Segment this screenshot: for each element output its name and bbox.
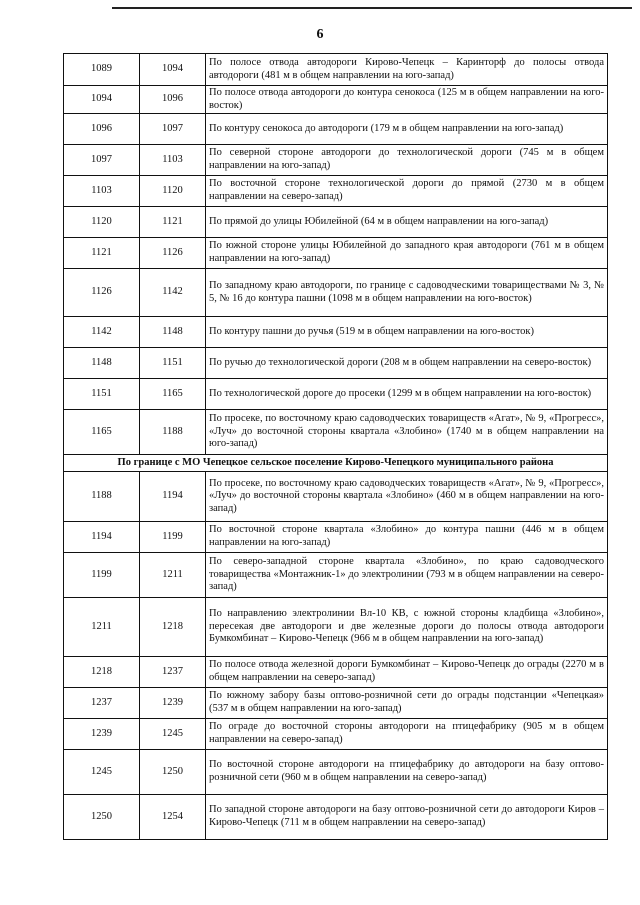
table-row bbox=[64, 54, 608, 86]
point-to: 1142 bbox=[140, 269, 206, 317]
segment-description: По просеке, по восточному краю садоводческих товариществ «Агат», № 9, «Прогресс», «Луч» до восточной стороны квартала «Злобино» (1740 м в общем направлении на юго-запад) bbox=[206, 410, 608, 455]
boundary-table bbox=[63, 53, 608, 840]
table-row bbox=[64, 795, 608, 840]
point-to: 1103 bbox=[140, 145, 206, 176]
table-row bbox=[64, 553, 608, 598]
point-to: 1250 bbox=[140, 750, 206, 795]
point-from: 1199 bbox=[64, 553, 140, 598]
point-to: 1218 bbox=[140, 598, 206, 657]
point-from: 1239 bbox=[64, 719, 140, 750]
segment-description: По ручью до технологической дороги (208 м в общем направлении на северо-восток) bbox=[206, 348, 608, 379]
table-row bbox=[64, 348, 608, 379]
segment-description: По полосе отвода железной дороги Бумкомбинат – Кирово-Чепецк до ограды (2270 м в общем направлении на северо-запад) bbox=[206, 657, 608, 688]
point-from: 1142 bbox=[64, 317, 140, 348]
section-row bbox=[64, 455, 608, 472]
point-to: 1126 bbox=[140, 238, 206, 269]
point-from: 1211 bbox=[64, 598, 140, 657]
segment-description: По направлению электролинии Вл-10 КВ, с южной стороны кладбища «Злобино», пересекая две автодороги и две железные дороги до полосы отвода автодороги Бумкомбинат – Кирово-Чепецк (966 м в общем направлении на юго-запад) bbox=[206, 598, 608, 657]
segment-description: По южной стороне улицы Юбилейной до западного края автодороги (761 м в общем направлении на юго-запад) bbox=[206, 238, 608, 269]
point-to: 1165 bbox=[140, 379, 206, 410]
point-to: 1151 bbox=[140, 348, 206, 379]
segment-description: По полосе отвода автодороги Кирово-Чепецк – Каринторф до полосы отвода автодороги (481 м в общем направлении на юго-запад) bbox=[206, 54, 608, 86]
point-from: 1089 bbox=[64, 54, 140, 86]
point-from: 1120 bbox=[64, 207, 140, 238]
point-from: 1165 bbox=[64, 410, 140, 455]
point-from: 1094 bbox=[64, 86, 140, 114]
point-from: 1218 bbox=[64, 657, 140, 688]
top-rule bbox=[112, 7, 632, 9]
table-row bbox=[64, 598, 608, 657]
point-to: 1120 bbox=[140, 176, 206, 207]
point-to: 1096 bbox=[140, 86, 206, 114]
point-to: 1121 bbox=[140, 207, 206, 238]
table-row bbox=[64, 114, 608, 145]
point-to: 1239 bbox=[140, 688, 206, 719]
point-to: 1211 bbox=[140, 553, 206, 598]
table-row bbox=[64, 379, 608, 410]
segment-description: По просеке, по восточному краю садоводческих товариществ «Агат», № 9, «Прогресс», «Луч» до восточной стороны квартала «Злобино» (460 м в общем направлении на юго-запад) bbox=[206, 472, 608, 522]
table-row bbox=[64, 86, 608, 114]
segment-description: По южному забору базы оптово-розничной сети до ограды подстанции «Чепецкая» (537 м в общем направлении на юго-запад) bbox=[206, 688, 608, 719]
table-row bbox=[64, 688, 608, 719]
point-from: 1151 bbox=[64, 379, 140, 410]
point-from: 1126 bbox=[64, 269, 140, 317]
point-to: 1094 bbox=[140, 54, 206, 86]
table-row bbox=[64, 410, 608, 455]
point-to: 1245 bbox=[140, 719, 206, 750]
point-to: 1097 bbox=[140, 114, 206, 145]
boundary-table-body-2 bbox=[64, 472, 608, 840]
point-from: 1188 bbox=[64, 472, 140, 522]
segment-description: По восточной стороне квартала «Злобино» до контура пашни (446 м в общем направлении на юго-запад) bbox=[206, 522, 608, 553]
segment-description: По северо-западной стороне квартала «Злобино», по краю садоводческого товарищества «Монтажник-1» до электролинии (793 м в общем направлении на северо-запад) bbox=[206, 553, 608, 598]
point-from: 1250 bbox=[64, 795, 140, 840]
point-to: 1199 bbox=[140, 522, 206, 553]
segment-description: По контуру пашни до ручья (519 м в общем направлении на юго-восток) bbox=[206, 317, 608, 348]
table-row bbox=[64, 750, 608, 795]
boundary-table-body bbox=[64, 54, 608, 455]
point-to: 1194 bbox=[140, 472, 206, 522]
table-row bbox=[64, 145, 608, 176]
segment-description: По северной стороне автодороги до технологической дороги (745 м в общем направлении на юго-запад) bbox=[206, 145, 608, 176]
table-row bbox=[64, 269, 608, 317]
table-row bbox=[64, 317, 608, 348]
segment-description: По западному краю автодороги, по границе с садоводческими товариществами № 3, № 5, № 16 до контура пашни (1098 м в общем направлении на юго-восток) bbox=[206, 269, 608, 317]
segment-description: По контуру сенокоса до автодороги (179 м в общем направлении на юго-запад) bbox=[206, 114, 608, 145]
segment-description: По ограде до восточной стороны автодороги на птицефабрику (905 м в общем направлении на северо-запад) bbox=[206, 719, 608, 750]
segment-description: По восточной стороне технологической дороги до прямой (2730 м в общем направлении на северо-запад) bbox=[206, 176, 608, 207]
table-row bbox=[64, 719, 608, 750]
point-from: 1194 bbox=[64, 522, 140, 553]
point-to: 1237 bbox=[140, 657, 206, 688]
point-from: 1103 bbox=[64, 176, 140, 207]
point-from: 1237 bbox=[64, 688, 140, 719]
point-to: 1148 bbox=[140, 317, 206, 348]
point-to: 1254 bbox=[140, 795, 206, 840]
table-row bbox=[64, 472, 608, 522]
segment-description: По полосе отвода автодороги до контура сенокоса (125 м в общем направлении на юго-восток) bbox=[206, 86, 608, 114]
segment-description: По восточной стороне автодороги на птицефабрику до автодороги на базу оптово-розничной сети (960 м в общем направлении на северо-запад) bbox=[206, 750, 608, 795]
segment-description: По западной стороне автодороги на базу оптово-розничной сети до автодороги Киров – Кирово-Чепецк (711 м в общем направлении на северо-запад) bbox=[206, 795, 608, 840]
table-row bbox=[64, 657, 608, 688]
table-row bbox=[64, 238, 608, 269]
point-from: 1148 bbox=[64, 348, 140, 379]
segment-description: По прямой до улицы Юбилейной (64 м в общем направлении на юго-запад) bbox=[206, 207, 608, 238]
page-number: 6 bbox=[316, 27, 324, 42]
table-row bbox=[64, 207, 608, 238]
point-from: 1096 bbox=[64, 114, 140, 145]
table-row bbox=[64, 176, 608, 207]
point-from: 1245 bbox=[64, 750, 140, 795]
point-to: 1188 bbox=[140, 410, 206, 455]
point-from: 1121 bbox=[64, 238, 140, 269]
section-title: По границе с МО Чепецкое сельское поселение Кирово-Чепецкого муниципального района bbox=[64, 455, 608, 472]
segment-description: По технологической дороге до просеки (1299 м в общем направлении на юго-восток) bbox=[206, 379, 608, 410]
point-from: 1097 bbox=[64, 145, 140, 176]
table-row bbox=[64, 522, 608, 553]
